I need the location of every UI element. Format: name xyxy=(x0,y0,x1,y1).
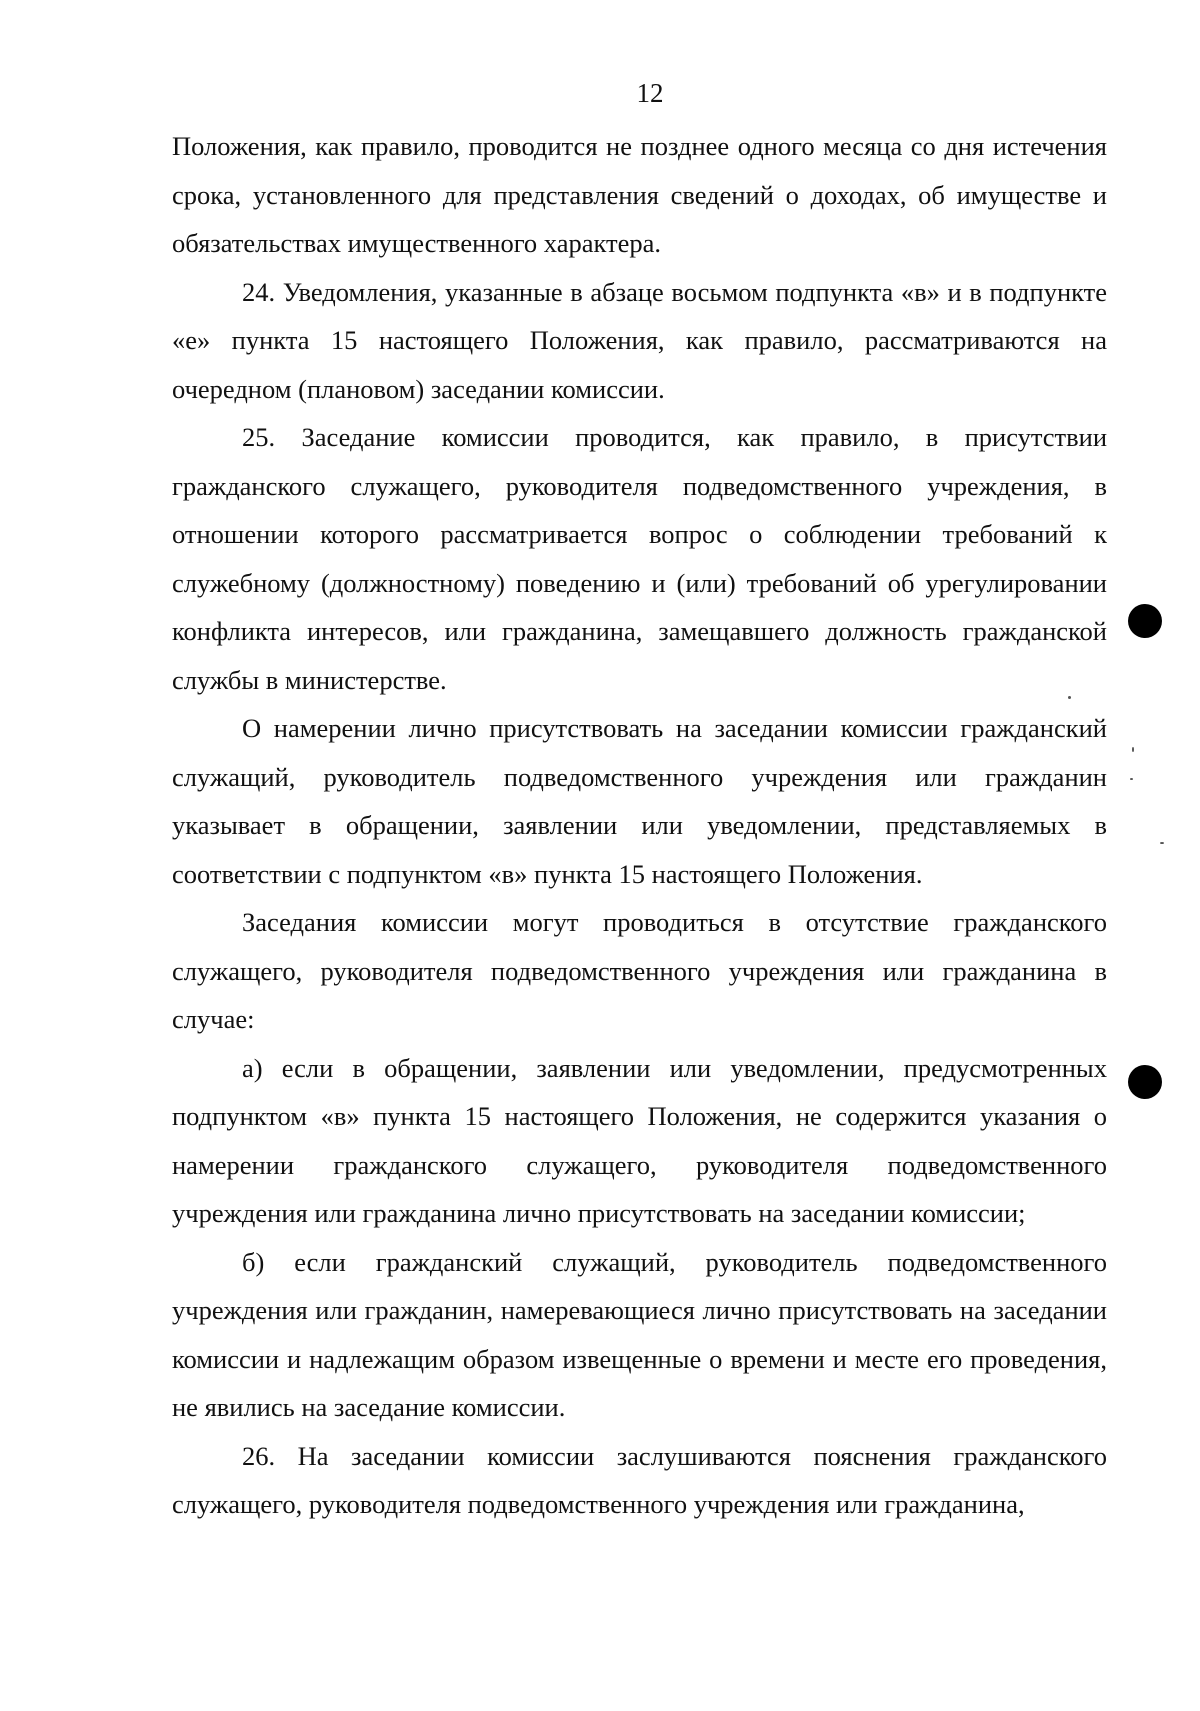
paragraph-absence-cases: Заседания комиссии могут проводиться в отсутствие гражданского служащего, руководителя подведомственного учреждения или гражданина в случае: xyxy=(172,907,1107,1034)
paragraph-26: 26. На заседании комиссии заслушиваются пояснения гражданского служащего, руководителя подведомственного учреждения или гражданина, xyxy=(172,1440,1107,1519)
punch-hole xyxy=(1128,1065,1162,1099)
paragraph-continuation: Положения, как правило, проводится не позднее одного месяца со дня истечения срока, установленного для представления сведений о доходах, об имуществе и обязательствах имущественного характера. xyxy=(172,131,1107,258)
scan-speck xyxy=(1132,747,1134,752)
paragraph-25: 25. Заседание комиссии проводится, как правило, в присутствии гражданского служащего, руководителя подведомственного учреждения, в отношении которого рассматривается вопрос о соблюдении требований к служебному (должностному) поведению и (или) требований об урегулировании конфликта интересов, или гражданина, замещавшего должность гражданской службы в министерстве. xyxy=(172,422,1107,695)
page-number: 12 xyxy=(636,78,664,108)
scan-speck xyxy=(1068,696,1071,699)
scan-speck xyxy=(1130,778,1133,780)
punch-hole xyxy=(1128,604,1162,638)
document-body xyxy=(172,122,1107,1529)
paragraph-24: 24. Уведомления, указанные в абзаце восьмом подпункта «в» и в подпункте «е» пункта 15 настоящего Положения, как правило, рассматриваются на очередном (плановом) заседании комиссии. xyxy=(172,276,1107,404)
paragraph-item-b: б) если гражданский служащий, руководитель подведомственного учреждения или гражданин, намеревающиеся лично присутствовать на заседании комиссии и надлежащим образом извещенные о времени и месте его проведения, не явились на заседание комиссии. xyxy=(172,1246,1107,1422)
paragraph-intent-to-attend: О намерении лично присутствовать на заседании комиссии гражданский служащий, руководитель подведомственного учреждения или гражданин указывает в обращении, заявлении или уведомлении, представляемых в соответствии с подпунктом «в» пункта 15 настоящего Положения. xyxy=(172,713,1107,889)
paragraph-item-a: а) если в обращении, заявлении или уведомлении, предусмотренных подпунктом «в» пункта 15 настоящего Положения, не содержится указания о намерении гражданского служащего, руководителя подведомственного учреждения или гражданина лично присутствовать на заседании комиссии; xyxy=(172,1052,1107,1228)
scan-speck xyxy=(1160,842,1164,844)
